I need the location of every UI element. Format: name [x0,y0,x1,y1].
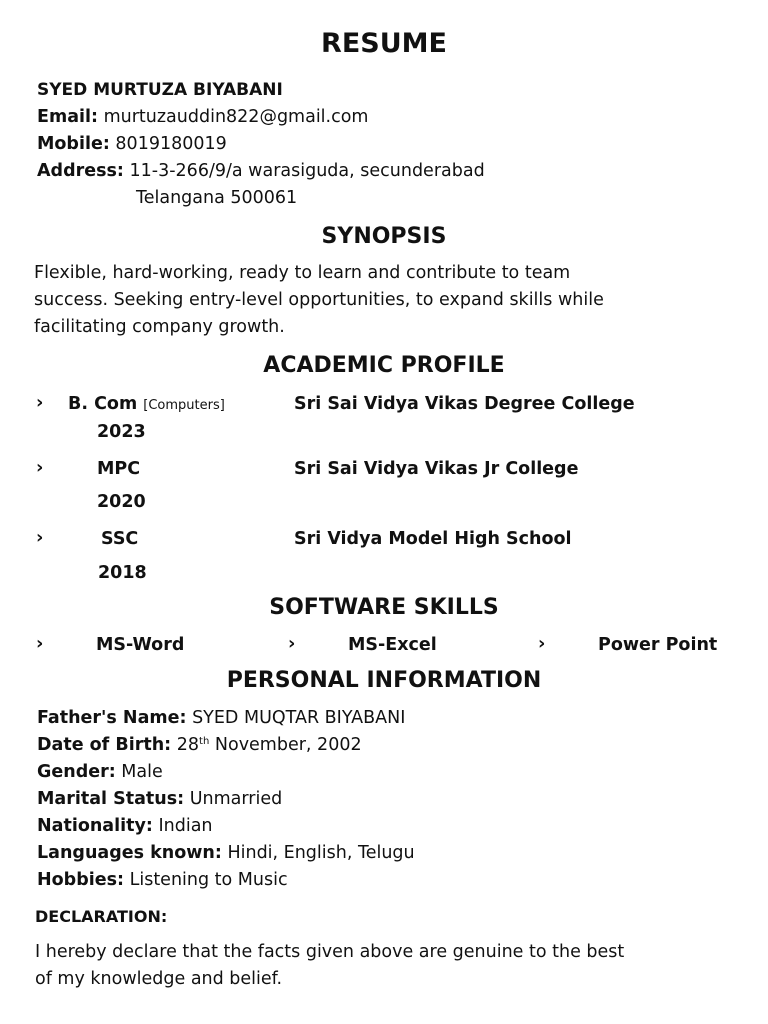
field-value: Listening to Music [129,870,288,890]
institution-name: Sri Vidya Model High School [294,529,572,549]
bullet-arrow-icon: › [36,527,44,548]
field-label: Nationality: [37,816,153,836]
synopsis-line-2: success. Seeking entry-level opportunities, to expand skills while [34,290,604,310]
nationality-row [37,813,213,840]
field-label: Date of Birth: [37,735,172,755]
dob-row [37,732,362,759]
declaration-line-2: of my knowledge and belief. [35,969,283,989]
field-label: Gender: [37,762,116,782]
personal-heading: PERSONAL INFORMATION [226,668,542,693]
candidate-name: SYED MURTUZA BIYABANI [37,80,283,100]
address-row [37,158,485,185]
mobile-label: Mobile: [37,134,110,154]
declaration-line-1: I hereby declare that the facts given above are genuine to the best [35,942,625,962]
field-value: Indian [158,816,213,836]
field-label: Marital Status: [37,789,185,809]
bullet-arrow-icon: › [538,633,546,654]
field-value: SYED MUQTAR BIYABANI [192,708,406,728]
institution-name: Sri Sai Vidya Vikas Degree College [294,394,635,414]
email-value: murtuzauddin822@gmail.com [103,107,369,127]
synopsis-line-1: Flexible, hard-working, ready to learn and contribute to team [34,263,571,283]
address-line1: 11-3-266/9/a warasiguda, secunderabad [129,161,485,181]
bullet-arrow-icon: › [36,457,44,478]
hobbies-row [37,867,288,894]
degree-label: SSC [101,529,139,549]
skill-item: Power Point [598,635,718,655]
address-line2: Telangana 500061 [136,188,298,208]
field-value: Hindi, English, Telugu [227,843,415,863]
dob-suffix: th [199,736,210,747]
dob-rest: November, 2002 [214,735,362,755]
declaration-heading: DECLARATION: [35,907,168,926]
degree-note: [Computers] [143,398,225,413]
degree-year: 2023 [97,422,146,442]
gender-row [37,759,163,786]
synopsis-heading: SYNOPSIS [321,224,447,249]
field-value: Unmarried [189,789,283,809]
marital-row [37,786,282,813]
address-label: Address: [37,161,124,181]
dob-day: 28 [176,735,200,755]
field-label: Hobbies: [37,870,125,890]
email-row [37,104,368,131]
degree-year: 2020 [97,492,146,512]
field-value: Male [121,762,163,782]
languages-row [37,840,415,867]
mobile-row [37,131,227,158]
skills-heading: SOFTWARE SKILLS [269,595,499,620]
mobile-value: 8019180019 [115,134,227,154]
page-title: RESUME [321,28,447,59]
skill-item: MS-Word [96,635,185,655]
father-row [37,705,405,732]
field-label: Father's Name: [37,708,187,728]
bullet-arrow-icon: › [36,392,44,413]
degree-label: MPC [97,459,141,479]
email-label: Email: [37,107,98,127]
skill-item: MS-Excel [348,635,437,655]
degree-label: B. Com [68,394,138,414]
academic-heading: ACADEMIC PROFILE [263,353,505,378]
field-label: Languages known: [37,843,222,863]
degree-year: 2018 [98,563,147,583]
bullet-arrow-icon: › [288,633,296,654]
institution-name: Sri Sai Vidya Vikas Jr College [294,459,579,479]
synopsis-line-3: facilitating company growth. [34,317,285,337]
degree-bcom [68,391,225,419]
bullet-arrow-icon: › [36,633,44,654]
